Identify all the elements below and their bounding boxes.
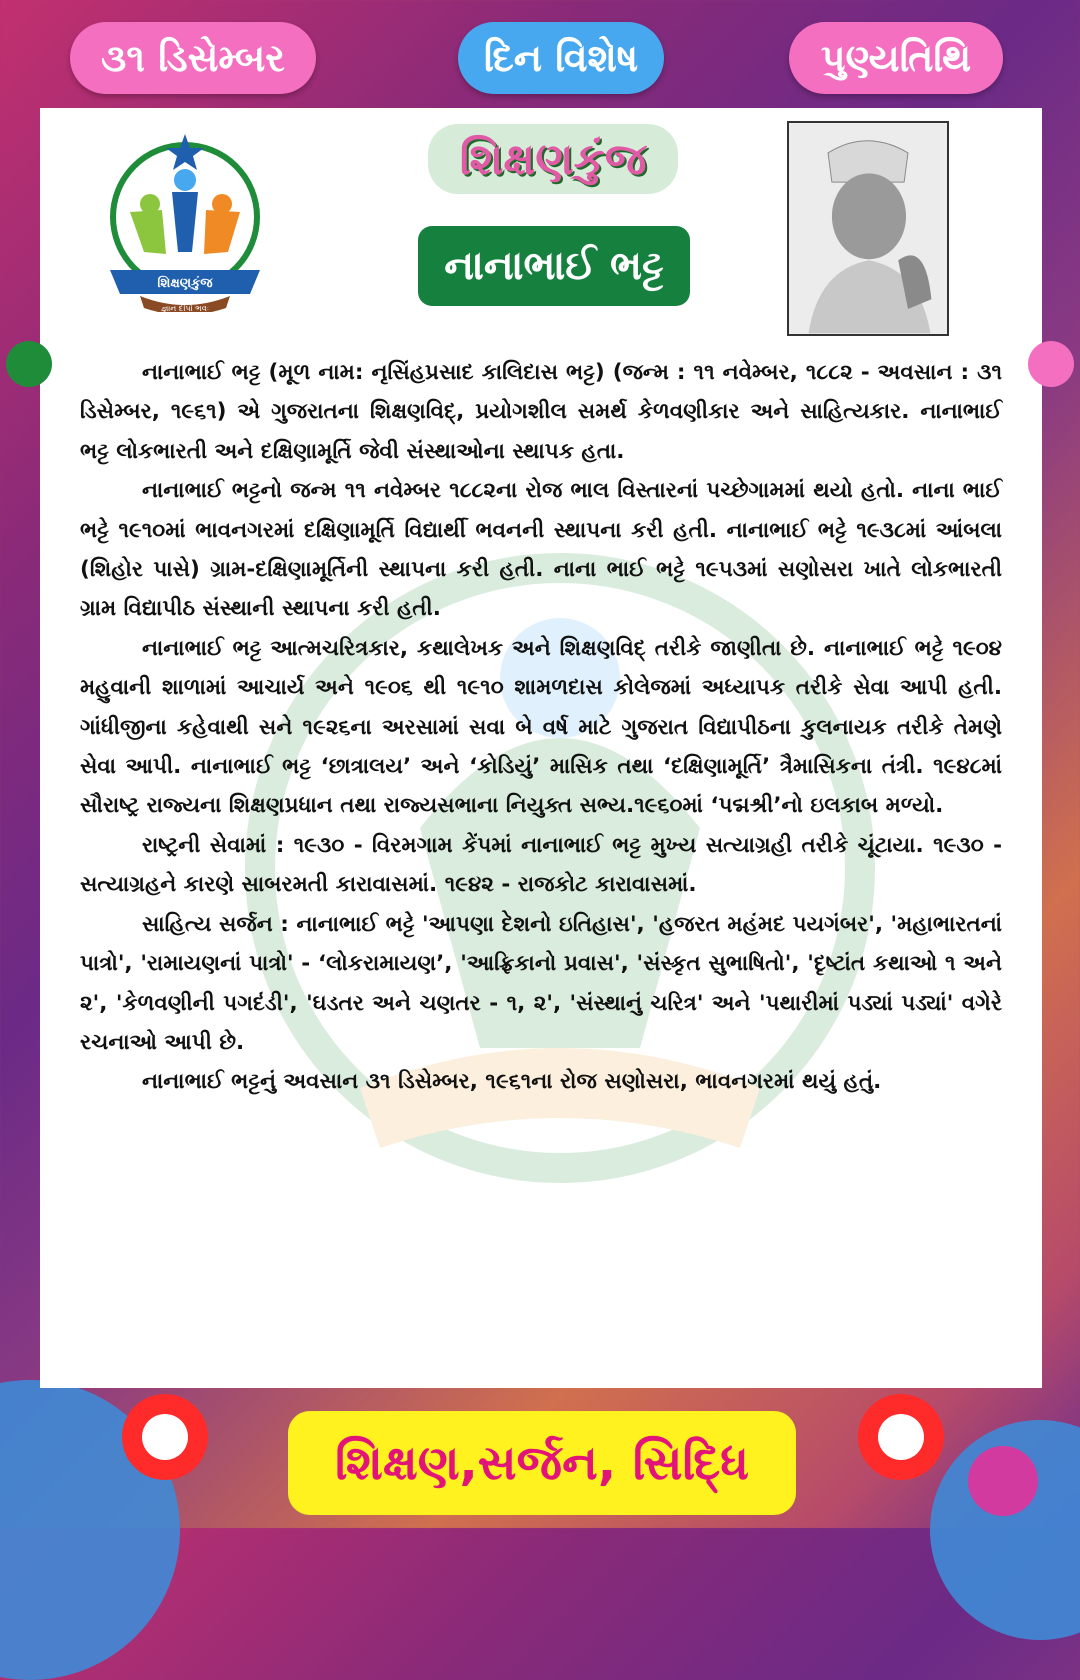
portrait-photo xyxy=(787,121,949,336)
svg-text:જ્ઞાન દીપો ભવઃ: જ્ઞાન દીપો ભવઃ xyxy=(161,304,209,312)
decorative-circle-magenta xyxy=(968,1446,1038,1516)
paragraph-literary-works: સાહિત્ય સર્જન : નાનાભાઈ ભટ્ટે 'આપણા દેશનો ઇતિહાસ', 'હજરત મહંમદ પયગંબર', 'મહાભારતનાં પાત્રો', 'રામાયણનાં પાત્રો' - ‘લોકરામાયણ’, 'આફ્રિકાનો પ્રવાસ', 'સંસ્કૃત સુભાષિતો', 'દૃષ્ટાંત કથાઓ ૧ અને ૨', 'કેળવણીની પગદંડી', 'ઘડતર અને ચણતર - ૧, ૨', 'સંસ્થાનું ચરિત્ર' અને 'પથારીમાં પડ્યાં પડ્યાં' વગેરે રચનાઓ આપી છે. xyxy=(80,911,1002,1055)
footer-slogan: શિક્ષણ,સર્જન, સિદ્ધિ xyxy=(288,1411,796,1515)
brand-title: શિક્ષણકુંજ xyxy=(428,124,678,194)
person-name-banner: નાનાભાઈ ભટ્ટ xyxy=(418,226,690,306)
paragraph-birth-institutions: નાનાભાઈ ભટ્ટનો જન્મ ૧૧ નવેમ્બર ૧૮૮૨ના રોજ ભાલ વિસ્તારનાં પચ્છેગામમાં થયો હતો. નાના ભાઈ ભટ્ટે ૧૯૧૦માં ભાવનગરમાં દક્ષિણામૂર્તિ વિદ્યાર્થી ભવનની સ્થાપના કરી હતી. નાનાભાઈ ભટ્ટે ૧૯૩૮માં આંબલા (શિહોર પાસે) ગ્રામ-દક્ષિણામૂર્તિની સ્થાપના કરી હતી. નાના ભાઈ ભટ્ટે ૧૯૫૩માં સણોસરા ખાતે લોકભારતી ગ્રામ વિદ્યાપીઠ સંસ્થાની સ્થાપના કરી હતી. xyxy=(80,478,1002,622)
decorative-ring-left-inner xyxy=(142,1414,188,1460)
shikshankunj-logo xyxy=(100,132,270,312)
decorative-dot-pink xyxy=(1028,341,1074,387)
decorative-dot-green xyxy=(6,341,52,387)
death-anniversary-badge: પુણ્યતિથિ xyxy=(789,22,1003,94)
paragraph-intro: નાનાભાઈ ભટ્ટ (મૂળ નામ: નૃસિંહપ્રસાદ કાલિદાસ ભટ્ટ) (જન્મ : ૧૧ નવેમ્બર, ૧૮૮૨ - અવસાન : ૩૧ ડિસેમ્બર, ૧૯૬૧) એ ગુજરાતના શિક્ષણવિદ્, પ્રયોગશીલ સમર્થ કેળવણીકાર અને સાહિત્યકાર. નાનાભાઈ ભટ્ટ લોકભારતી અને દક્ષિણામૂર્તિ જેવી સંસ્થાઓના સ્થાપક હતા. xyxy=(80,360,1002,464)
paragraph-death: નાનાભાઈ ભટ્ટનું અવસાન ૩૧ ડિસેમ્બર, ૧૯૬૧ના રોજ સણોસરા, ભાવનગરમાં થયું હતું. xyxy=(142,1069,882,1095)
day-special-badge: દિન વિશેષ xyxy=(458,22,664,94)
decorative-ring-right-inner xyxy=(878,1414,924,1460)
svg-text:શિક્ષણકુંજ: શિક્ષણકુંજ xyxy=(157,276,213,291)
article-body xyxy=(80,353,1002,1102)
star-icon xyxy=(166,134,204,170)
date-badge: ૩૧ ડિસેમ્બર xyxy=(70,22,316,94)
paragraph-career: નાનાભાઈ ભટ્ટ આત્મચરિત્રકાર, કથાલેખક અને શિક્ષણવિદ્ તરીકે જાણીતા છે. નાનાભાઈ ભટ્ટે ૧૯૦૪ મહુવાની શાળામાં આચાર્ય અને ૧૯૦૬ થી ૧૯૧૦ શામળદાસ કોલેજમાં અધ્યાપક તરીકે સેવા આપી હતી. ગાંધીજીના કહેવાથી સને ૧૯૨૬ના અરસામાં સવા બે વર્ષ માટે ગુજરાત વિદ્યાપીઠના કુલનાયક તરીકે તેમણે સેવા આપી. નાનાભાઈ ભટ્ટ ‘છાત્રાલય’ અને ‘કોડિયું’ માસિક તથા ‘દક્ષિણામૂર્તિ’ ત્રૈમાસિકના તંત્રી. ૧૯૪૮માં સૌરાષ્ટ્ર રાજ્યના શિક્ષણપ્રધાન તથા રાજ્યસભાના નિયુક્ત સભ્ય.૧૯૬૦માં ‘પદ્મશ્રી’નો ઇલકાબ મળ્યો. xyxy=(80,635,1002,819)
paragraph-national-service: રાષ્ટ્રની સેવામાં : ૧૯૩૦ - વિરમગામ કેંપમાં નાનાભાઈ ભટ્ટ મુખ્ય સત્યાગ્રહી તરીકે ચૂંટાયા. ૧૯૩૦ - સત્યાગ્રહને કારણે સાબરમતી કારાવાસમાં. ૧૯૪૨ - રાજકોટ કારાવાસમાં. xyxy=(80,832,1002,898)
